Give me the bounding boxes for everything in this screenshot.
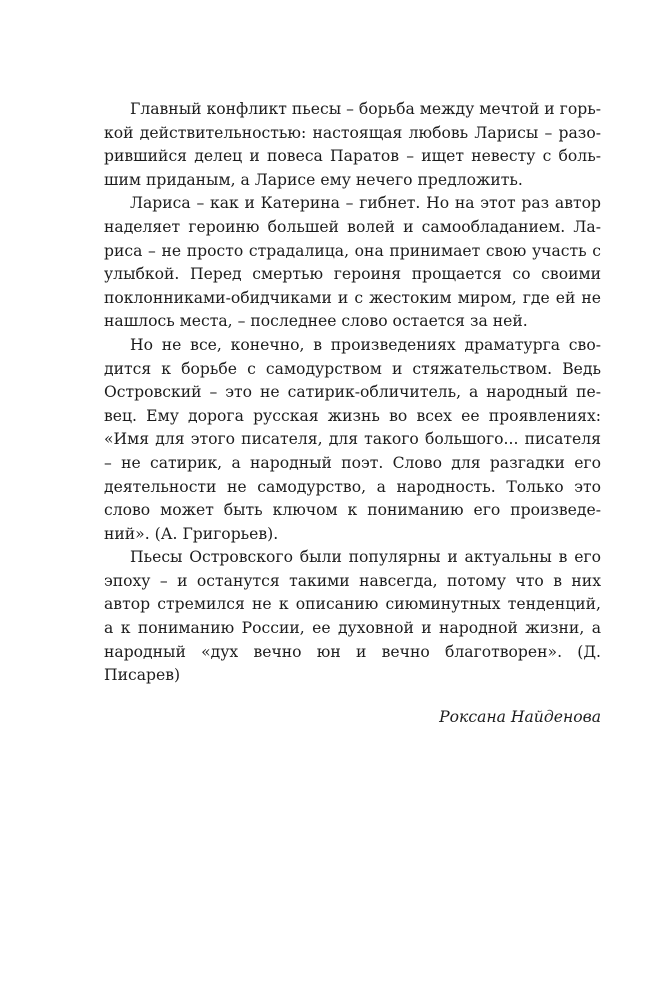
paragraph-4: Пьесы Островского были популярны и актуальны в его эпоху – и останутся такими навсегда, потому что в них автор стремился не к описанию сиюминутных тенденций, а к пониманию России, ее духовной и народной жизни, а народный «дух вечно юн и вечно благотворен». (Д. Писарев) [104,548,601,685]
text-page [104,98,601,729]
paragraph-2: Лариса – как и Катерина – гибнет. Но на этот раз автор наделяет героиню большей волей и самообладанием. Лариса – не просто страдалица, она принимает свою участь с улыбкой. Перед смертью героиня прощается со своими поклонниками-обидчиками и с жестоким миром, где ей не нашлось места, – последнее слово остается за ней. [104,194,601,331]
paragraph-3: Но не все, конечно, в произведениях драматурга сводится к борьбе с самодурством и стяжательством. Ведь Островский – это не сатирик-обличитель, а народный певец. Ему дорога русская жизнь во всех ее проявлениях: «Имя для этого писателя, для такого большого... писателя – не сатирик, а народный поэт. Слово для разгадки его деятельности не самодурство, а народность. Только это слово может быть ключом к пониманию его произведений». (А. Григорьев). [104,335,601,543]
author-signature: Роксана Найденова [439,707,601,726]
paragraph-1: Главный конфликт пьесы – борьба между мечтой и горькой действительностью: настоящая любовь Ларисы – разорившийся делец и повеса Паратов – ищет невесту с большим приданым, а Ларисе ему нечего предложить. [104,100,601,189]
